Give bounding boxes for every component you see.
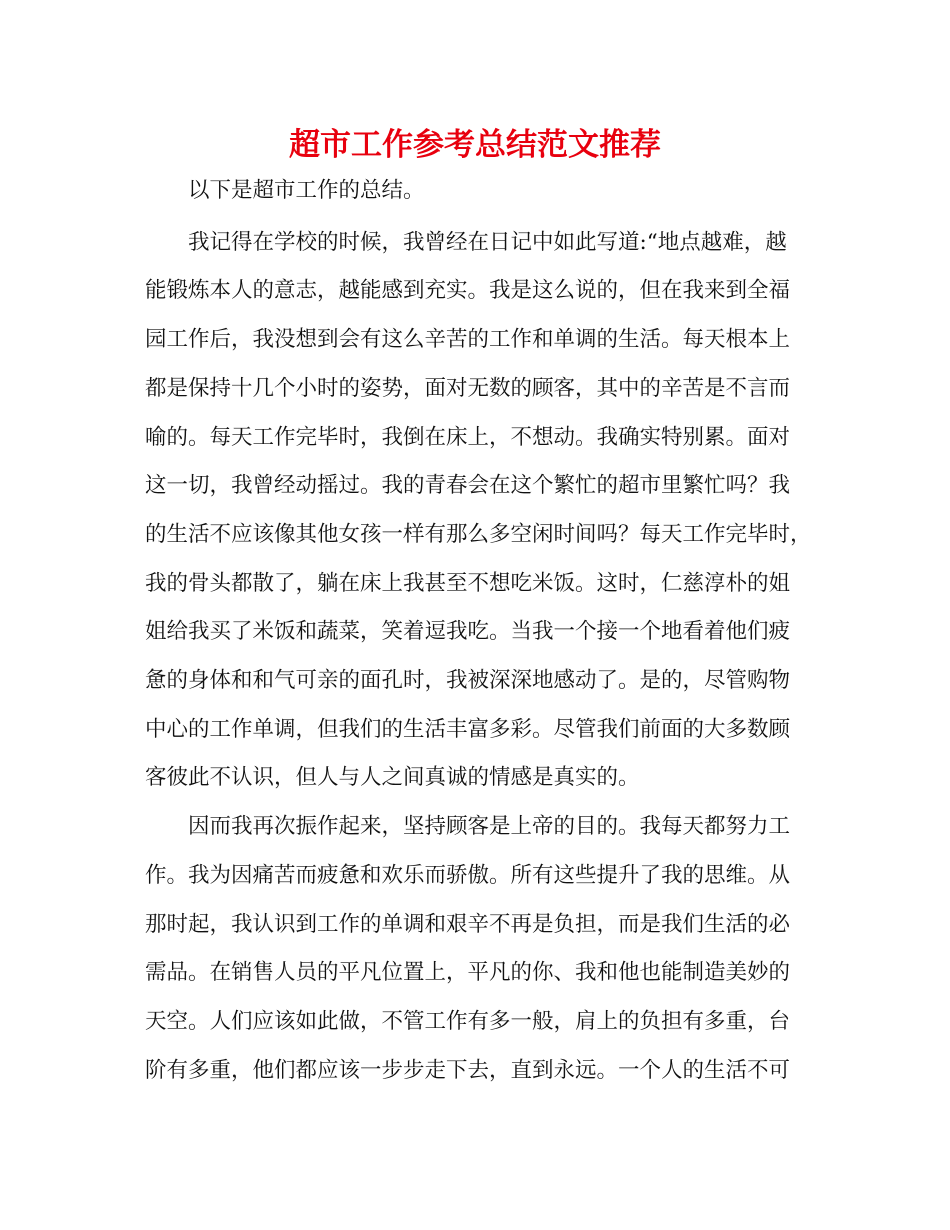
paragraph-line: 这一切，我曾经动摇过。我的青春会在这个繁忙的超市里繁忙吗？我 (145, 473, 791, 498)
paragraph-line: 的生活不应该像其他女孩一样有那么多空闲时间吗？每天工作完毕时， (145, 522, 812, 547)
paragraph-line: 能锻炼本人的意志，越能感到充实。我是这么说的，但在我来到全福 (145, 278, 791, 303)
paragraph-line: 喻的。每天工作完毕时，我倒在床上，不想动。我确实特别累。面对 (145, 425, 791, 450)
document-title: 超市工作参考总结范文推荐 (289, 127, 661, 163)
paragraph-line: 都是保持十几个小时的姿势，面对无数的顾客，其中的辛苦是不言而 (145, 376, 791, 401)
paragraph-line: 客彼此不认识，但人与人之间真诚的情感是真实的。 (145, 765, 640, 790)
paragraph-line: 姐给我买了米饭和蔬菜，笑着逗我吃。当我一个接一个地看着他们疲 (145, 619, 791, 644)
paragraph-line: 因而我再次振作起来，坚持顾客是上帝的目的。我每天都努力工 (188, 814, 791, 839)
paragraph-line: 惫的身体和和气可亲的面孔时，我被深深地感动了。是的，尽管购物 (145, 668, 791, 693)
paragraph-line: 我记得在学校的时候，我曾经在日记中如此写道:“地点越难，越 (188, 230, 787, 255)
paragraph-line: 阶有多重，他们都应该一步步走下去，直到永远。一个人的生活不可 (145, 1058, 791, 1083)
paragraph-line: 天空。人们应该如此做，不管工作有多一般，肩上的负担有多重，台 (145, 1009, 791, 1034)
paragraph-line: 那时起，我认识到工作的单调和艰辛不再是负担，而是我们生活的必 (145, 912, 791, 937)
intro-line: 以下是超市工作的总结。 (188, 178, 425, 203)
paragraph-line: 我的骨头都散了，躺在床上我甚至不想吃米饭。这时，仁慈淳朴的姐 (145, 571, 791, 596)
paragraph-line: 作。我为因痛苦而疲惫和欢乐而骄傲。所有这些提升了我的思维。从 (145, 863, 791, 888)
paragraph-line: 中心的工作单调，但我们的生活丰富多彩。尽管我们前面的大多数顾 (145, 717, 791, 742)
paragraph-line: 需品。在销售人员的平凡位置上，平凡的你、我和他也能制造美妙的 (145, 960, 791, 985)
paragraph-line: 园工作后，我没想到会有这么辛苦的工作和单调的生活。每天根本上 (145, 327, 791, 352)
